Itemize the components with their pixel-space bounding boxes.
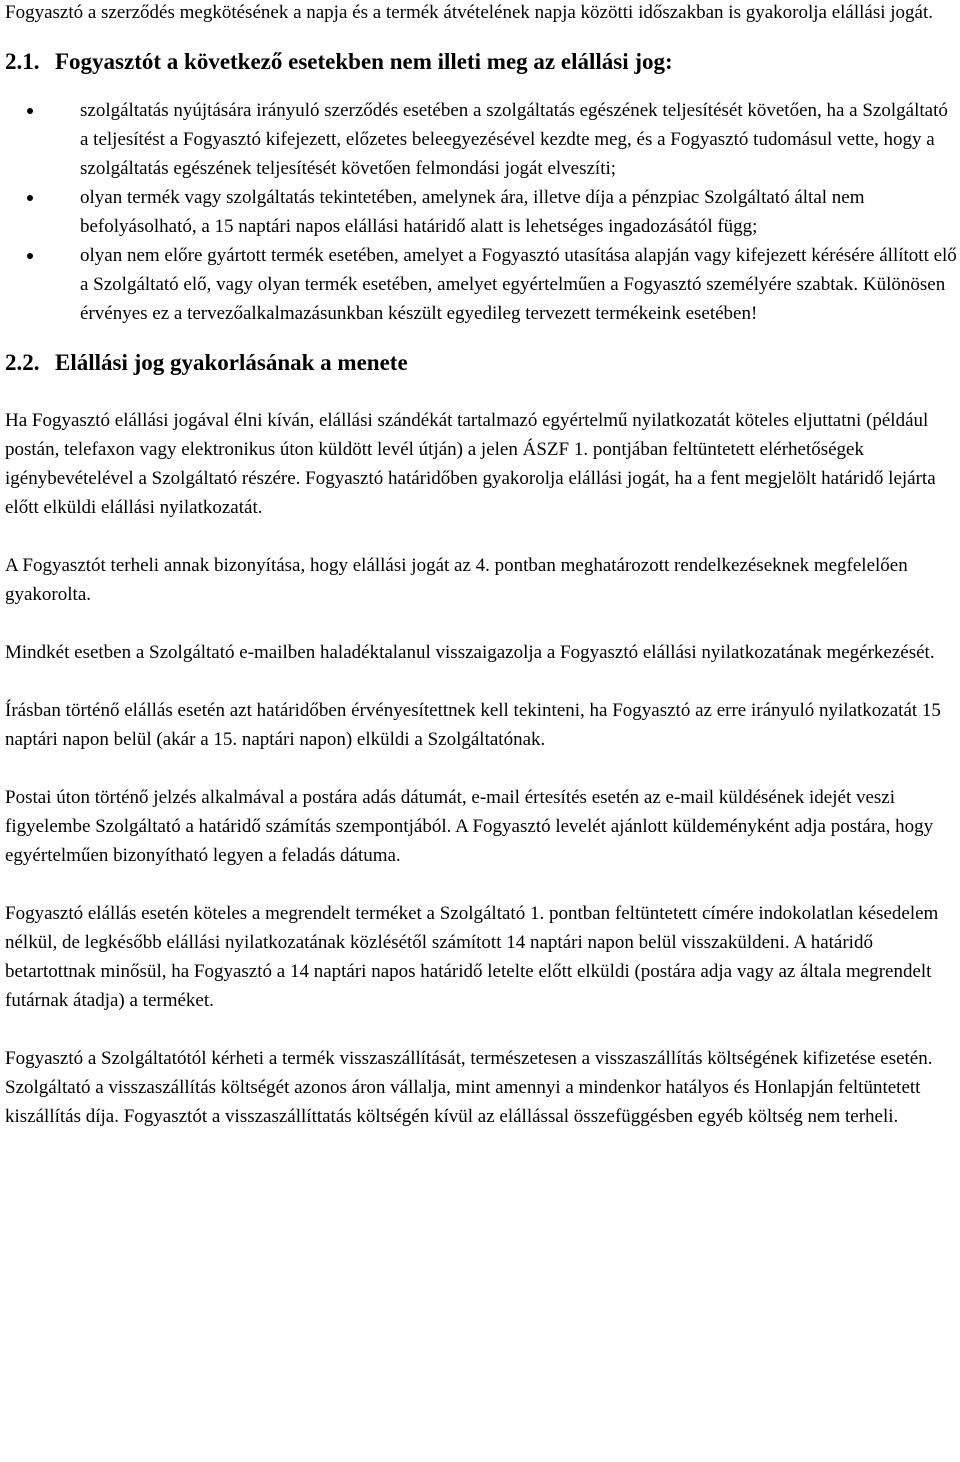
body-paragraph: Mindkét esetben a Szolgáltató e-mailben haladéktalanul visszaigazolja a Fogyasztó elállási nyilatkozatának megérkezését. [5,642,935,663]
list-item [5,96,958,183]
list-item [5,241,958,328]
list-item-text: szolgáltatás nyújtására irányuló szerződés esetében a szolgáltatás egészének teljesítését követően, ha a Szolgáltató a teljesítést a Fogyasztó kifejezett, előzetes beleegyezésével kezdte meg, és a Fogyasztó tudomásul vette, hogy a szolgáltatás egészének teljesítését követően felmondási jogát elveszíti; [80,100,948,179]
body-paragraph: A Fogyasztót terheli annak bizonyítása, hogy elállási jogát az 4. pontban meghatározott rendelkezéseknek megfelelően gyakorolta. [5,555,908,605]
section-2-2-title: Elállási jog gyakorlásának a menete [55,350,408,375]
bullet-icon [27,108,33,114]
list-item-text: olyan nem előre gyártott termék esetében, amelyet a Fogyasztó utasítása alapján vagy kifejezett kérésére állított elő a Szolgáltató elő, vagy olyan termék esetében, amelyet egyértelműen a Fogyasztó személyére szabtak. Különösen érvényes ez a tervezőalkalmazásunkban készült egyedileg tervezett termékeink esetében! [80,245,957,324]
body-paragraph: Fogyasztó elállás esetén köteles a megrendelt terméket a Szolgáltató 1. pontban feltüntetett címére indokolatlan késedelem nélkül, de legkésőbb elállási nyilatkozatának közlésétől számított 14 naptári napon belül visszaküldeni. A határidő betartottnak minősül, ha Fogyasztó a 14 naptári napos határidő letelte előtt elküldi (postára adja vagy az általa megrendelt futárnak átadja) a terméket. [5,903,939,1011]
list-item [5,183,958,241]
list-item-text: olyan termék vagy szolgáltatás tekintetében, amelynek ára, illetve díja a pénzpiac Szolgáltató által nem befolyásolható, a 15 naptári napos elállási határidő alatt is lehetséges ingadozásától függ; [80,187,865,237]
body-paragraph: Postai úton történő jelzés alkalmával a postára adás dátumát, e-mail értesítés esetén az e-mail küldésének idejét veszi figyelembe Szolgáltató a határidő számítás szempontjából. A Fogyasztó levelét ajánlott küldeményként adja postára, hogy egyértelműen bizonyítható legyen a feladás dátuma. [5,787,934,866]
section-2-1-number: 2.1. [5,49,40,74]
bullet-icon [27,253,33,259]
body-paragraph: Ha Fogyasztó elállási jogával élni kíván, elállási szándékát tartalmazó egyértelmű nyilatkozatát köteles eljuttatni (például postán, telefaxon vagy elektronikus úton küldött levél útján) a jelen ÁSZF 1. pontjában feltüntetett elérhetőségek igénybevételével a Szolgáltató részére. Fogyasztó határidőben gyakorolja elállási jogát, ha a fent megjelölt határidő lejárta előtt elküldi elállási nyilatkozatát. [5,410,936,518]
section-2-1-heading [5,47,958,77]
bullet-icon [27,195,33,201]
body-paragraph: Fogyasztó a Szolgáltatótól kérheti a termék visszaszállítását, természetesen a visszaszállítás költségének kifizetése esetén. Szolgáltató a visszaszállítás költségét azonos áron vállalja, mint amennyi a mindenkor hatályos és Honlapján feltüntetett kiszállítás díja. Fogyasztót a visszaszállíttatás költségén kívül az elállással összefüggésben egyéb költség nem terheli. [5,1048,933,1127]
section-2-2-number: 2.2. [5,350,40,375]
intro-paragraph: Fogyasztó a szerződés megkötésének a napja és a termék átvételének napja közötti időszakban is gyakorolja elállási jogát. [5,2,934,23]
section-2-1-title: Fogyasztót a következő esetekben nem illeti meg az elállási jog: [55,49,673,74]
section-2-2-heading [5,348,958,378]
body-paragraph: Írásban történő elállás esetén azt határidőben érvényesítettnek kell tekinteni, ha Fogyasztó az erre irányuló nyilatkozatát 15 naptári napon belül (akár a 15. naptári napon) elküldi a Szolgáltatónak. [5,700,941,750]
exception-list [5,96,958,328]
document-page [5,0,958,1131]
